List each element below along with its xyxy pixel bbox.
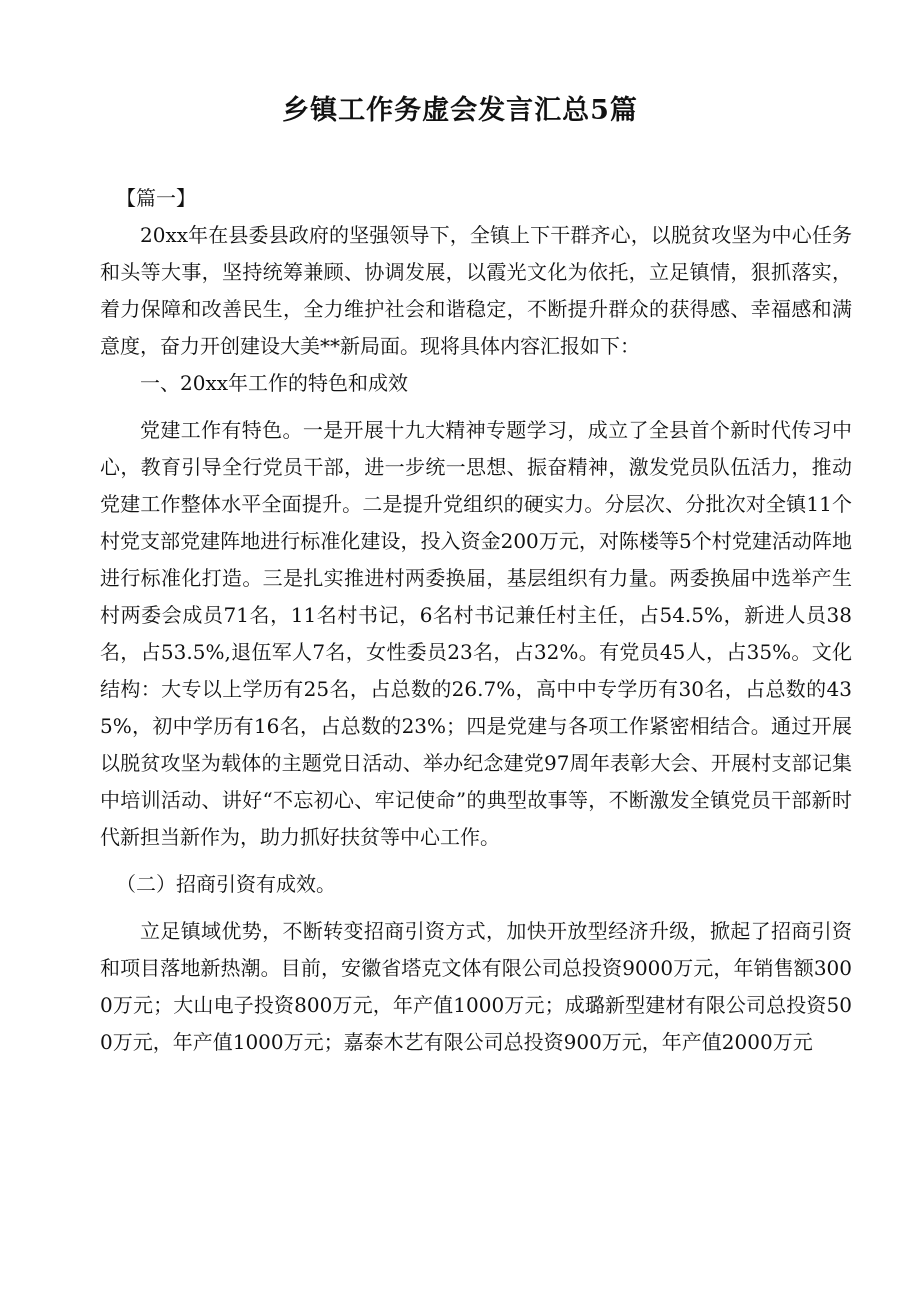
paragraph-investment: 立足镇域优势，不断转变招商引资方式，加快开放型经济升级，掀起了招商引资和项目落地新热潮。目前，安徽省塔克文体有限公司总投资9000万元，年销售额3000万元；大山电子投资800万元，年产值1000万元；成璐新型建材有限公司总投资500万元，年产值1000万元；嘉泰木艺有限公司总投资900万元，年产值2000万元 (100, 919, 852, 1054)
heading-investment: （二）招商引资有成效。 (116, 872, 336, 896)
paragraph-party-building: 党建工作有特色。一是开展十九大精神专题学习，成立了全县首个新时代传习中心，教育引导全行党员干部，进一步统一思想、振奋精神，激发党员队伍活力，推动党建工作整体水平全面提升。二是提升党组织的硬实力。分层次、分批次对全镇11个村党支部党建阵地进行标准化建设，投入资金200万元，对陈楼等5个村党建活动阵地进行标准化打造。三是扎实推进村两委换届，基层组织有力量。两委换届中选举产生村两委会成员71名，11名村书记，6名村书记兼任村主任，占54.5%，新进人员38名，占53.5%,退伍军人7名，女性委员23名，占32%。有党员45人，占35%。文化结构：大专以上学历有25名，占总数的26.7%，高中中专学历有30名，占总数的435%，初中学历有16名，占总数的23%；四是党建与各项工作紧密相结合。通过开展以脱贫攻坚为载体的主题党日活动、举办纪念建党97周年表彰大会、开展村支部记集中培训活动、讲好“不忘初心、牢记使命”的典型故事等，不断激发全镇党员干部新时代新担当新作为，助力抓好扶贫等中心工作。 (100, 418, 852, 849)
document-body (100, 180, 852, 1061)
paragraph-intro: 20xx年在县委县政府的坚强领导下，全镇上下干群齐心，以脱贫攻坚为中心任务和头等大事，坚持统筹兼顾、协调发展，以霞光文化为依托，立足镇情，狠抓落实，着力保障和改善民生，全力维护社会和谐稳定，不断提升群众的获得感、幸福感和满意度，奋力开创建设大美**新局面。现将具体内容汇报如下： (100, 223, 852, 358)
heading-achievements: 一、20xx年工作的特色和成效 (140, 371, 409, 395)
section-label: 【篇一】 (116, 186, 196, 210)
document-title: 乡镇工作务虚会发言汇总5篇 (282, 95, 638, 126)
